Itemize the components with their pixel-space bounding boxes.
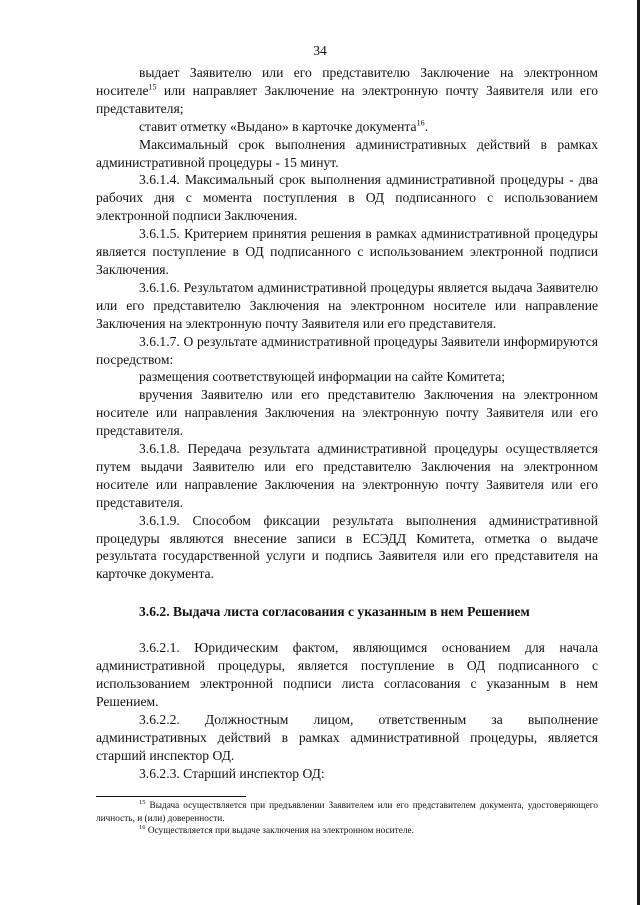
body-text — [96, 64, 598, 783]
paragraph-3: Максимальный срок выполнения административных действий в рамках административной процедуры - 15 минут. — [96, 136, 598, 170]
page-number: 34 — [313, 43, 327, 58]
footnote-16 — [96, 825, 598, 838]
paragraph-3-6-1-7: 3.6.1.7. О результате административной процедуры Заявители информируются посредством: — [96, 333, 598, 367]
footnote-15-text: Выдача осуществляется при предъявлении Заявителем или его представителем документа, удостоверяющего личность, и (или) доверенности. — [96, 801, 598, 824]
footnote-divider — [96, 796, 246, 797]
paragraph-3-6-2-1: 3.6.2.1. Юридическим фактом, являющимся основанием для начала административной процедуры, является поступление в ОД подписанного с использованием электронной подписи листа согласования с указанным в нем Решением. — [96, 640, 598, 709]
footnotes — [96, 800, 598, 838]
paragraph-2 — [96, 118, 598, 136]
paragraph-3-6-1-6: 3.6.1.6. Результатом административной процедуры является выдача Заявителю или его представителю Заключения на электронном носителе или направление Заключения на электронную почту Заявителя или его представителя. — [96, 279, 598, 331]
paragraph-3-6-1-5: 3.6.1.5. Критерием принятия решения в рамках административной процедуры является поступление в ОД подписанного с использованием электронной подписи Заключения. — [96, 226, 598, 277]
footnote-15 — [96, 800, 598, 825]
paragraph-3-6-1-8: 3.6.1.8. Передача результата административной процедуры осуществляется путем выдачи Заявителю или его представителю Заключения на электронном носителе или направление Заключения на электронную почту Заявителя или его представителя. — [96, 441, 598, 510]
paragraph-3-6-2-3: 3.6.2.3. Старший инспектор ОД: — [139, 765, 325, 781]
footnote-mark-15: 15 — [139, 798, 146, 806]
paragraph-1 — [96, 64, 598, 118]
paragraph-1-text-b: или направляет Заключение на электронную почту Заявителя или его представителя; — [96, 82, 598, 116]
paragraph-info-site: размещения соответствующей информации на сайте Комитета; — [139, 369, 506, 385]
paragraph-3-6-2-2: 3.6.2.2. Должностным лицом, ответственным за выполнение административных действий в рамках административной процедуры, является старший инспектор ОД. — [96, 711, 598, 763]
paragraph-2-text-b: . — [424, 118, 428, 134]
paragraph-2-text-a: ставит отметку «Выдано» в карточке документа — [139, 118, 417, 134]
footnote-ref-15[interactable]: 15 — [148, 82, 157, 92]
footnote-ref-16[interactable]: 16 — [416, 118, 425, 128]
paragraph-3-6-1-4: 3.6.1.4. Максимальный срок выполнения административной процедуры - два рабочих дня с момента поступления в ОД подписанного с использованием электронной подписи Заключения. — [96, 172, 598, 224]
paragraph-info-handover: вручения Заявителю или его представителю Заключения на электронном носителе или направления Заключения на электронную почту Заявителя или его представителя. — [96, 387, 598, 439]
footnote-16-text: Осуществляется при выдаче заключения на электронном носителе. — [145, 826, 414, 836]
paragraph-3-6-1-9: 3.6.1.9. Способом фиксации результата выполнения административной процедуры являются внесение записи в ЕСЭДД Комитета, отметка о выдаче результата государственной услуги и подпись Заявителя или его представителя на карточке документа. — [96, 512, 598, 582]
footnote-mark-16: 16 — [139, 823, 146, 831]
paragraph-1-text-a: выдает Заявителю или его представителю Заключение на электронном носителе — [96, 65, 598, 98]
section-heading-3-6-2: 3.6.2. Выдача листа согласования с указанным в нем Решением — [139, 604, 530, 620]
